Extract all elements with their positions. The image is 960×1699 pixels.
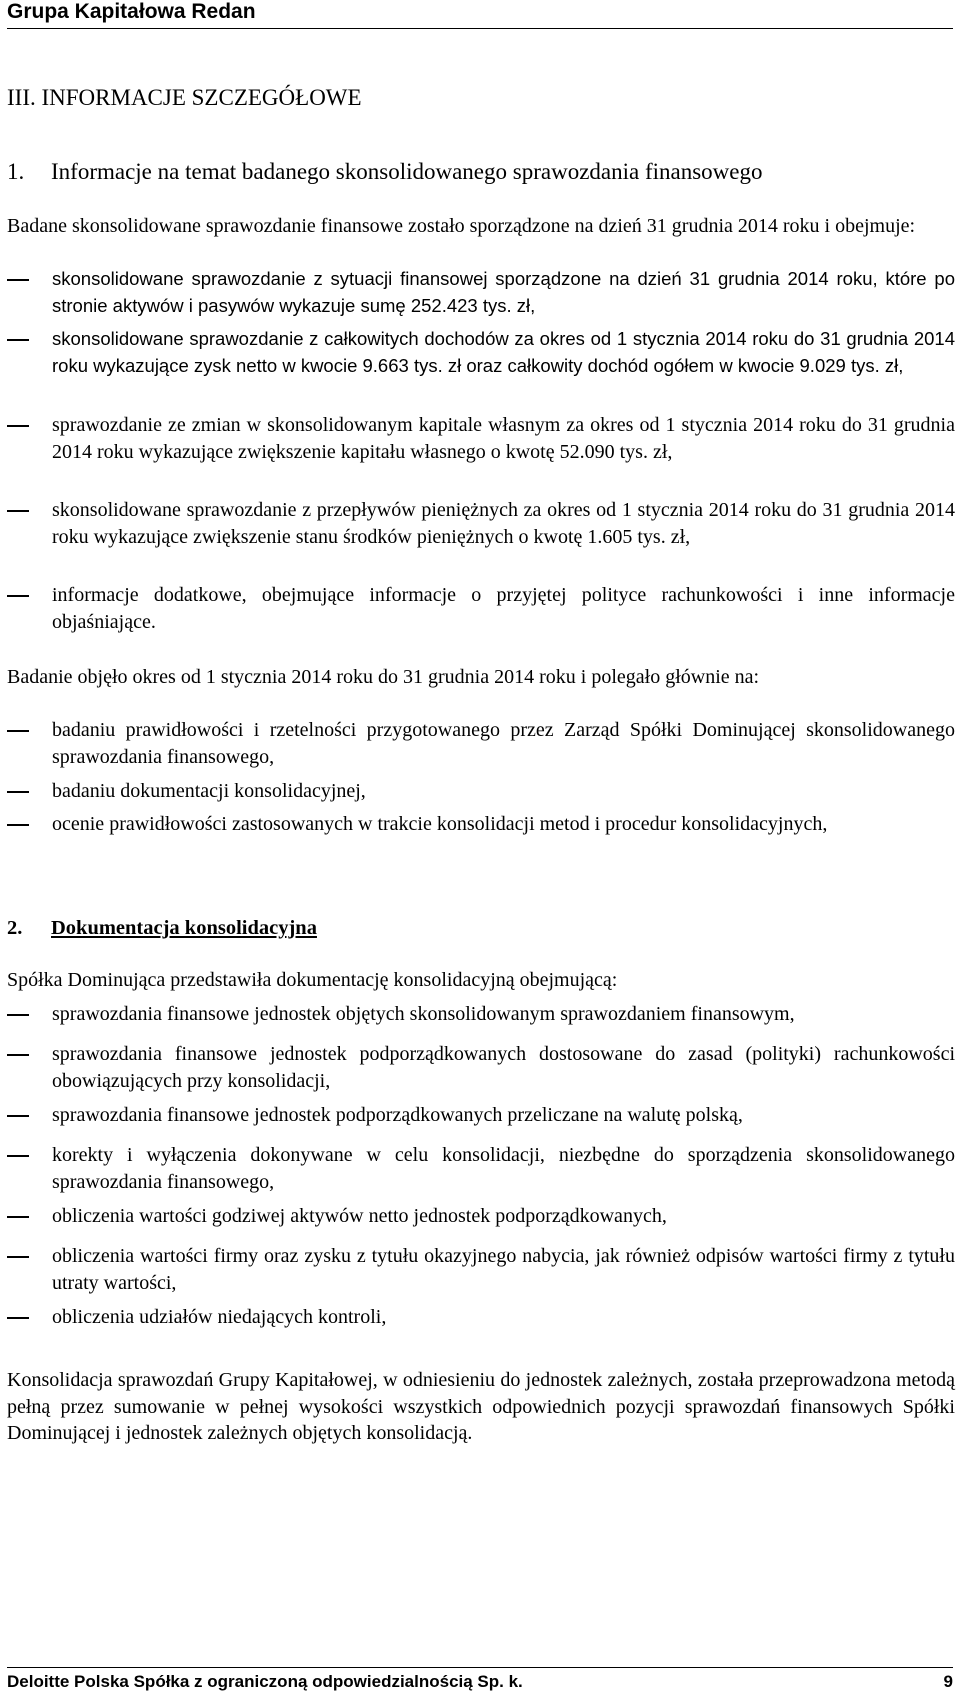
footer-firm-name: Deloitte Polska Spółka z ograniczoną odpowiedzialnością Sp. k. — [7, 1672, 523, 1691]
dash-bullet-icon — [7, 791, 29, 793]
dash-bullet-icon — [7, 339, 29, 341]
list-item-text: obliczenia wartości firmy oraz zysku z tytułu okazyjnego nabycia, jak również odpisów wartości firmy z tytułu utraty wartości, — [52, 1245, 955, 1294]
page-footer — [7, 1672, 953, 1692]
list-item-text: badaniu prawidłowości i rzetelności przygotowanego przez Zarząd Spółki Dominującej skonsolidowanego sprawozdania finansowego, — [52, 719, 955, 768]
section-2-heading — [7, 914, 317, 942]
dash-bullet-icon — [7, 1054, 29, 1056]
page-header: Grupa Kapitałowa Redan — [7, 0, 953, 29]
list-item — [7, 497, 955, 550]
list-item-text: skonsolidowane sprawozdanie z sytuacji finansowej sporządzone na dzień 31 grudnia 2014 roku, które po stronie aktywów i pasywów wykazuje sumę 252.423 tys. zł, — [52, 268, 955, 316]
list-item — [7, 1102, 955, 1129]
list-item-text: skonsolidowane sprawozdanie z przepływów pieniężnych za okres od 1 stycznia 2014 roku do 31 grudnia 2014 roku wykazujące zwiększenie stanu środków pieniężnych o kwotę 1.605 tys. zł, — [52, 499, 955, 548]
list-item — [7, 266, 955, 319]
list-item-text: korekty i wyłączenia dokonywane w celu konsolidacji, niezbędne do sporządzenia skonsolidowanego sprawozdania finansowego, — [52, 1144, 955, 1193]
list-item — [7, 1001, 955, 1028]
dash-bullet-icon — [7, 595, 29, 597]
footer-divider — [7, 1667, 953, 1668]
list-item — [7, 778, 955, 805]
list-item — [7, 1243, 955, 1296]
list-item — [7, 1203, 955, 1230]
list-item-text: sprawozdania finansowe jednostek objętych skonsolidowanym sprawozdaniem finansowym, — [52, 1003, 795, 1025]
list-item — [7, 412, 955, 465]
dash-bullet-icon — [7, 1115, 29, 1117]
page-number: 9 — [943, 1672, 953, 1691]
list-item-text: informacje dodatkowe, obejmujące informacje o przyjętej polityce rachunkowości i inne informacje objaśniające. — [52, 584, 955, 633]
dash-bullet-icon — [7, 1155, 29, 1157]
list-item-text: obliczenia udziałów niedających kontroli, — [52, 1306, 387, 1328]
list-item-text: sprawozdania finansowe jednostek podporządkowanych dostosowane do zasad (polityki) rachunkowości obowiązujących przy konsolidacji, — [52, 1043, 955, 1092]
section-2-title: Dokumentacja konsolidacyjna — [51, 917, 317, 939]
dash-bullet-icon — [7, 824, 29, 826]
dash-bullet-icon — [7, 510, 29, 512]
list-item-text: ocenie prawidłowości zastosowanych w trakcie konsolidacji metod i procedur konsolidacyjnych, — [52, 813, 828, 835]
list-item — [7, 811, 955, 838]
section-1-title: Informacje na temat badanego skonsolidowanego sprawozdania finansowego — [51, 159, 763, 184]
dash-bullet-icon — [7, 1014, 29, 1016]
dash-bullet-icon — [7, 730, 29, 732]
list-item — [7, 582, 955, 635]
section-title: III. INFORMACJE SZCZEGÓŁOWE — [7, 85, 362, 110]
dash-bullet-icon — [7, 425, 29, 427]
scope-intro: Badanie objęło okres od 1 stycznia 2014 roku do 31 grudnia 2014 roku i polegało głównie na: — [7, 666, 760, 688]
section-1-number: 1. — [7, 159, 25, 184]
consolidation-paragraph: Konsolidacja sprawozdań Grupy Kapitałowej, w odniesieniu do jednostek zależnych, została przeprowadzona metodą pełną przez sumowanie w pełnej wysokości wszystkich odpowiednich pozycji sprawozdań finansowych Spółki Dominującej i jednostek zależnych objętych konsolidacją. — [7, 1369, 955, 1444]
section-2-number: 2. — [7, 917, 23, 939]
list-item — [7, 1142, 955, 1195]
list-item — [7, 1041, 955, 1094]
list-item-text: sprawozdanie ze zmian w skonsolidowanym kapitale własnym za okres od 1 stycznia 2014 roku do 31 grudnia 2014 roku wykazujące zwiększenie kapitału własnego o kwotę 52.090 tys. zł, — [52, 414, 955, 463]
section-2-intro: Spółka Dominująca przedstawiła dokumentację konsolidacyjną obejmującą: — [7, 969, 618, 991]
section-1-intro: Badane skonsolidowane sprawozdanie finansowe zostało sporządzone na dzień 31 grudnia 2014 roku i obejmuje: — [7, 215, 916, 237]
list-item-text: obliczenia wartości godziwej aktywów netto jednostek podporządkowanych, — [52, 1205, 667, 1227]
list-item — [7, 1304, 955, 1331]
list-item — [7, 326, 955, 379]
dash-bullet-icon — [7, 1216, 29, 1218]
list-item — [7, 717, 955, 770]
dash-bullet-icon — [7, 1256, 29, 1258]
list-item-text: badaniu dokumentacji konsolidacyjnej, — [52, 780, 366, 802]
section-1-heading — [7, 158, 762, 186]
list-item-text: skonsolidowane sprawozdanie z całkowitych dochodów za okres od 1 stycznia 2014 roku do 31 grudnia 2014 roku wykazujące zysk netto w kwocie 9.663 tys. zł oraz całkowity dochód ogółem w kwocie 9.029 tys. zł, — [52, 328, 955, 376]
dash-bullet-icon — [7, 279, 29, 281]
list-item-text: sprawozdania finansowe jednostek podporządkowanych przeliczane na walutę polską, — [52, 1104, 743, 1126]
dash-bullet-icon — [7, 1317, 29, 1319]
